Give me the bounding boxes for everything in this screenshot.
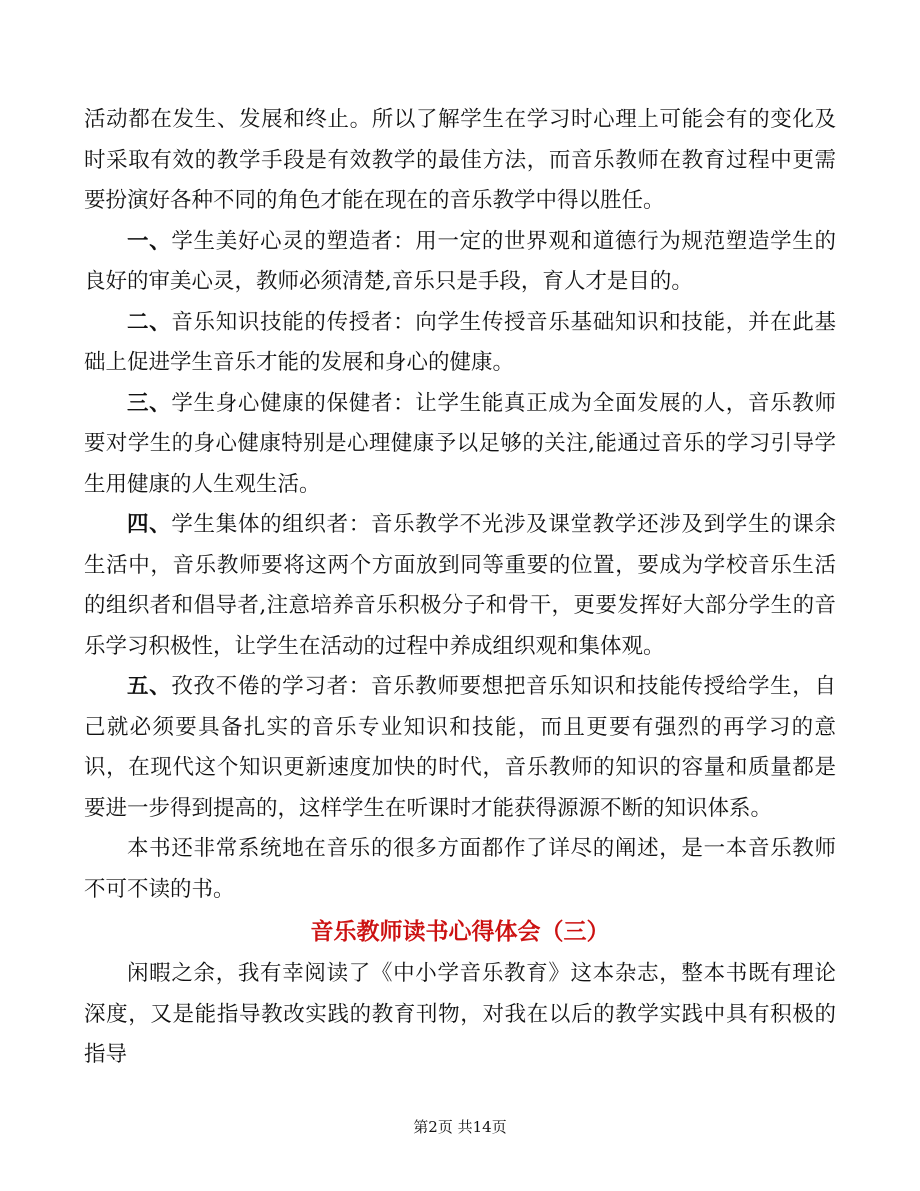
point-text: 学生美好心灵的塑造者：用一定的世界观和道德行为规范塑造学生的良好的审美心灵，教师必须清楚,音乐只是手段，育人才是目的。: [84, 228, 836, 294]
paragraph-point-4: [84, 505, 836, 667]
paragraph-section-three-intro: 闲暇之余，我有幸阅读了《中小学音乐教育》这本杂志，整本书既有理论深度，又是能指导教改实践的教育刊物，对我在以后的教学实践中具有积极的指导: [84, 961, 836, 1067]
paragraph-conclusion: 本书还非常系统地在音乐的很多方面都作了详尽的阐述，是一本音乐教师不可不读的书。: [84, 836, 836, 902]
point-text: 学生身心健康的保健者：让学生能真正成为全面发展的人，音乐教师要对学生的身心健康特别是心理健康予以足够的关注,能通过音乐的学习引导学生用健康的人生观生活。: [84, 390, 836, 497]
paragraph-point-5: [84, 667, 836, 829]
paragraph-point-2: [84, 303, 836, 384]
point-number: 三、: [127, 390, 172, 416]
point-number: 二、: [127, 309, 172, 335]
section-heading: 音乐教师读书心得体会（三）: [310, 918, 610, 945]
point-text: 孜孜不倦的学习者：音乐教师要想把音乐知识和技能传授给学生，自己就必须要具备扎实的音乐专业知识和技能，而且更要有强烈的再学习的意识，在现代这个知识更新速度加快的时代，音乐教师的知识的容量和质量都是要进一步得到提高的，这样学生在听课时才能获得源源不断的知识体系。: [84, 674, 836, 821]
point-text: 音乐知识技能的传授者：向学生传授音乐基础知识和技能，并在此基础上促进学生音乐才能的发展和身心的健康。: [84, 309, 836, 375]
point-number: 五、: [127, 674, 172, 699]
document-body: [84, 100, 836, 1076]
paragraph-point-3: [84, 384, 836, 506]
page-number-footer: 第2页 共14页: [413, 1118, 507, 1136]
point-number: 一、: [127, 228, 172, 254]
paragraph-intro: 活动都在发生、发展和终止。所以了解学生在学习时心理上可能会有的变化及时采取有效的教学手段是有效教学的最佳方法，而音乐教师在教育过程中更需要扮演好各种不同的角色才能在现在的音乐教学中得以胜任。: [84, 107, 836, 213]
point-text: 学生集体的组织者：音乐教学不光涉及课堂教学还涉及到学生的课余生活中，音乐教师要将这两个方面放到同等重要的位置，要成为学校音乐生活的组织者和倡导者,注意培养音乐积极分子和骨干，更要发挥好大部分学生的音乐学习积极性，让学生在活动的过程中养成组织观和集体观。: [84, 512, 836, 659]
paragraph-point-1: [84, 222, 836, 303]
point-number: 四、: [127, 512, 172, 537]
